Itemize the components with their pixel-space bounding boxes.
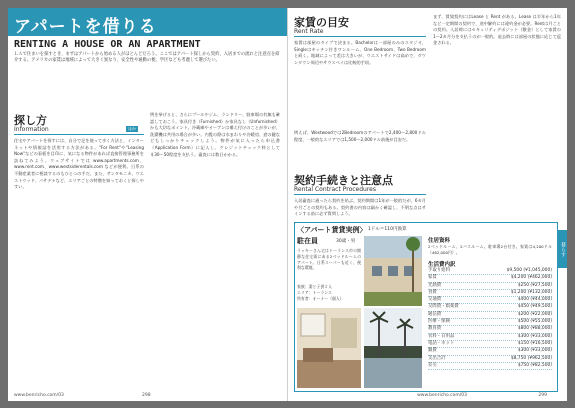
budget-value: $9,500	[506, 268, 523, 273]
budget-yen: (¥462,000)	[527, 275, 552, 281]
budget-label: 医療・保険	[428, 319, 450, 325]
budget-label: 電話・ネット	[428, 340, 455, 346]
folio-url: www.benricho.com/03	[14, 393, 64, 398]
contract-text: 入居審査に通ったら契約を結ぶ。契約期間は1年が一般的だが、6カ月や月ごとの契約もある。契約書の内容は細かく確認し、不明な点はサインする前に必ず質問しよう。	[294, 198, 426, 217]
budget-label: 支出合計	[428, 355, 446, 361]
budget-yen: (¥33,000)	[530, 348, 552, 354]
info-text: 2ベッドルーム、2バスルーム。駐車場2台付き。家賃は4,200ドル（462,000円）。	[428, 244, 552, 255]
exchange-rate: 1ドル＝110円換算	[368, 227, 407, 232]
tenant-family: 家族：妻と子供２人	[297, 284, 333, 289]
column-right-text: まず、賃貸契約にはLease と Rent がある。Lease は半年から1年など一定期間の契約で、途中解約には違約金が必要。Rentは月ごとの契約。入居時にはセキュリティデポジット（敷金）として家賃の1〜2カ月分を支払うのが一般的。退去時には部屋の状態に応じて返金される。	[433, 14, 561, 46]
budget-value: $1,200	[510, 289, 527, 295]
magazine-spread	[8, 8, 567, 401]
page-subtitle: RENTING A HOUSE OR AN APARTMENT	[14, 39, 201, 50]
budget-row	[428, 348, 552, 355]
tenant-note: ラッキーさん宅はトーランス市の閑静な住宅街にある2ベッドルームのアパート。日系スーパーも近く、便利な環境。	[297, 248, 361, 271]
tenant-owner: 所有者：オーナー（個人）	[297, 296, 344, 301]
budget-yen: (¥27,500)	[530, 282, 552, 288]
rent-text-2: 例えば、Westwoodでは2Bedroomのアパートで2,400〜2,800ドル程度、一般的なエリアでは1,500〜2,000ドル前後が目安だ。	[294, 130, 426, 142]
tenant-area: エリア：トーランス	[297, 290, 332, 295]
budget-yen: (¥82,500)	[530, 362, 552, 368]
interior-photo	[297, 308, 361, 388]
budget-value: $800	[517, 326, 529, 332]
budget-label: 通信費	[428, 311, 442, 317]
tenant-name: 駐在員	[297, 237, 318, 245]
page-number: 299	[538, 393, 547, 398]
budget-label: 食費	[428, 289, 437, 295]
budget-row	[428, 356, 552, 363]
budget-yen: (¥55,000)	[530, 319, 552, 325]
section-rule	[14, 134, 144, 135]
intro-text: ＬＡで住まいを探すとき、まずはアパートから始める人がほとんどだろう。ここではアパート探しから契約、入居までの流れと注意点を紹介する。アメリカの家賃は地域によって大きく異なり、安全性や通勤の便、学区なども考慮して選びたい。	[14, 52, 280, 64]
budget-value: $250	[517, 282, 529, 288]
section-rule	[294, 194, 426, 195]
budget-row	[428, 283, 552, 290]
budget-value: $300	[517, 348, 529, 354]
section-heading-contract: 契約手続きと注意点	[294, 174, 393, 187]
budget-label: 光熱費	[428, 282, 442, 288]
budget-value: $450	[517, 304, 529, 310]
budget-label: 教育費	[428, 326, 442, 332]
rental-example-title: 〈アパート賃貸実例〉	[297, 226, 367, 234]
section-rule	[294, 36, 426, 37]
budget-value: $500	[517, 319, 529, 325]
column-left: 住宅やアパートを探すには、自分で足を使って歩く方法と、インターネットや情報誌を活用する方法がある。"For Rent"や"Leasing Now"などの看板を目印に、気になる物件があれば直接管理事務所を訪ねてみよう。ウェブサイトでは www.apartments.com、www.rent.com、www.westsiderentals.com などが便利。日系の不動産業者に相談するのもひとつの手だ。また、サンタモニカ、ウエストウッド、パサデナなど、エリアごとの特徴を知っておくと探しやすい。	[14, 138, 144, 190]
budget-row	[428, 275, 552, 282]
section-heading-en: Rental Contract Procedures	[294, 186, 376, 193]
budget-yen: (¥22,000)	[530, 311, 552, 317]
tenant-age: 30歳・男	[336, 239, 356, 244]
budget-yen: (¥16,500)	[530, 340, 552, 346]
budget-value: $300	[517, 333, 529, 339]
right-page	[288, 8, 567, 401]
left-page	[8, 8, 287, 401]
budget-row	[428, 363, 552, 370]
title-banner	[8, 8, 287, 36]
budget-label: 交通費	[428, 297, 442, 303]
budget-label: 雑費	[428, 348, 437, 354]
budget-value: $400	[517, 297, 529, 303]
budget-heading: 生活費内訳	[428, 262, 456, 268]
budget-yen: (¥88,000)	[530, 326, 552, 332]
info-heading: 住居資料	[428, 238, 451, 244]
apartment-photo	[364, 236, 422, 306]
budget-value: $150	[517, 340, 529, 346]
folio-url: www.benricho.com/03	[417, 393, 467, 398]
budget-label: 家賃	[428, 275, 437, 281]
section-badge: ほか	[128, 126, 136, 131]
budget-row	[428, 334, 552, 341]
budget-label: 手取り給料	[428, 268, 450, 273]
budget-row	[428, 326, 552, 333]
budget-label: 差引	[428, 362, 437, 368]
section-heading-rent: 家賃の目安	[294, 16, 349, 29]
page-number: 298	[142, 393, 151, 398]
budget-table	[428, 268, 552, 370]
budget-label: 交際費・娯楽費	[428, 304, 459, 310]
page-title: アパートを借りる	[14, 17, 157, 37]
rent-text: 家賃は部屋のタイプで決まる。Bachelorは一部屋のみのスタジオ、Singleはキッチン付きワンルーム、One Bedroom、Two Bedroomと続く。地域によって差は大きいが、ウエストサイドは高めで、ダウンタウン周辺やサウスベイは比較的手頃。	[294, 40, 426, 65]
section-tab: 暮らす	[558, 230, 567, 268]
budget-yen: (¥33,000)	[530, 333, 552, 339]
budget-yen: (¥1,045,000)	[523, 268, 552, 273]
budget-value: $750	[517, 362, 529, 368]
budget-label: 衣料・日用品	[428, 333, 455, 339]
section-heading-en: Information	[14, 126, 49, 133]
budget-row	[428, 312, 552, 319]
budget-value: $8,750	[510, 355, 527, 361]
budget-yen: (¥132,000)	[527, 289, 552, 295]
budget-value: $200	[517, 311, 529, 317]
section-heading-en: Rent Rate	[294, 28, 324, 35]
section-heading-search: 探し方	[14, 114, 47, 127]
budget-yen: (¥49,500)	[530, 304, 552, 310]
budget-yen: (¥962,500)	[527, 355, 552, 361]
budget-row	[428, 304, 552, 311]
column-right: 例を挙げると、さらにプールやジム、ランドリー、駐車場の有無も確認しておこう。家具付き（Furnished）か家具なし（Unfurnished）かも大切なポイント。冷蔵庫やオーブンは備え付けのことが多いが、洗濯機は共用の場合が多い。内覧の際は水まわりや冷暖房、窓の鍵などもしっかりチェックしよう。物件が気に入ったら申込書（Application Form）に記入し、クレジットチェック料として＄30〜50程度を支払う。審査には数日かかる。	[150, 112, 280, 157]
budget-value: $4,200	[510, 275, 527, 281]
street-photo	[364, 308, 422, 388]
budget-yen: (¥44,000)	[530, 297, 552, 303]
